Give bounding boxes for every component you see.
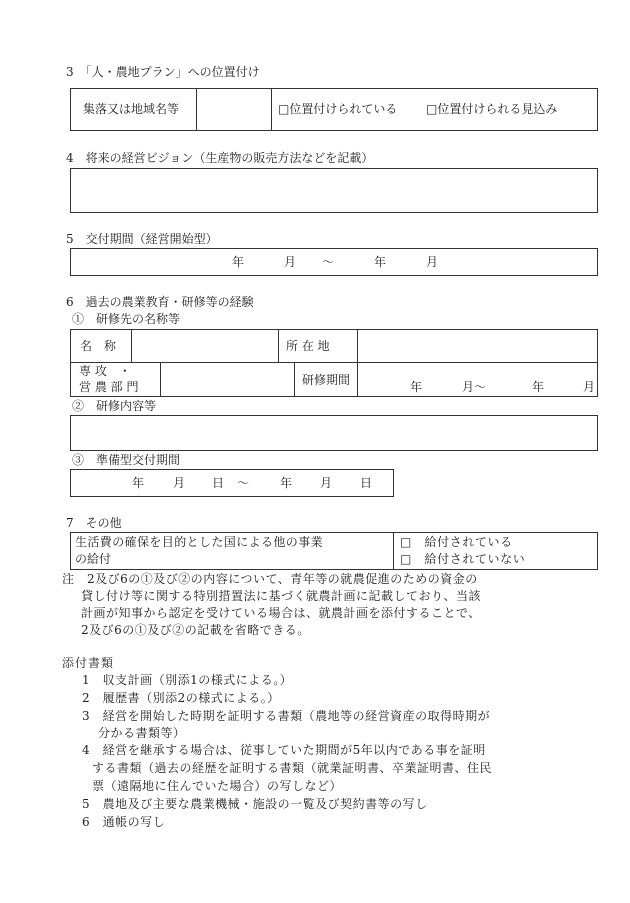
section-6-heading: 6 過去の農業教育・研修等の経験 [66,295,254,309]
table-divider [393,532,394,570]
attachment-item-continued: 分かる書類等） [98,726,186,740]
training-content-subheading: ② 研修内容等 [72,399,157,413]
business-vision-field[interactable] [70,168,598,213]
training-name-field[interactable] [136,333,274,359]
other-benefit-label-line2: の給付 [75,552,112,566]
prep-period-subheading: ③ 準備型交付期間 [72,453,181,467]
major-field[interactable] [165,366,290,394]
prep-period-field[interactable] [70,469,394,497]
other-benefit-label-line1: 生活費の確保を目的とした国による他の事業 [75,535,324,549]
attachment-item: 4 経営を継承する場合は、従事していた期間が5年以内である事を証明 [82,743,486,757]
training-name-label: 名 称 [80,339,117,353]
period-month-start: 月 [284,255,297,269]
training-month-end: 月 [583,380,596,394]
major-label-line2: 営 農 部 門 [79,380,139,394]
positioned-checkbox[interactable]: □位置付けられている [278,102,398,116]
attachments-heading: 添付書類 [62,656,115,670]
note-line-1: 注 2及び6の①及び②の内容について、青年等の就農促進のための資金の [62,572,478,586]
community-name-field[interactable] [202,92,266,126]
community-name-label: 集落又は地域名等 [83,102,180,116]
period-month-end: 月 [426,255,439,269]
attachment-item: 6 通帳の写し [82,815,166,829]
section-7-heading: 7 その他 [66,516,122,530]
prep-year-start: 年 [132,476,145,490]
prep-month-start: 月 [173,476,186,490]
prep-month-end: 月 [320,476,333,490]
period-year-end: 年 [374,255,387,269]
note-line-4: 2及び6の①及び②の記載を省略できる。 [81,623,310,637]
prep-day-start: 日 [212,476,225,490]
table-divider [70,362,598,363]
table-divider [278,329,279,362]
section-3-heading: 3 「人・農地プラン」への位置付け [66,65,260,79]
table-divider [160,362,161,397]
location-field[interactable] [362,333,592,359]
expected-positioned-checkbox[interactable]: □位置付けられる見込み [426,102,558,116]
note-line-2: 貸し付け等に関する特別措置法に基づく就農計画に記載しており、当該 [81,589,482,603]
section-4-heading: 4 将来の経営ビジョン（生産物の販売方法などを記載） [66,151,374,165]
attachment-item: 3 経営を開始した時期を証明する書類（農地等の経営資産の取得時期が [82,709,491,723]
benefit-received-checkbox[interactable]: □ 給付されている [400,535,513,549]
prep-year-end: 年 [280,476,293,490]
table-divider [357,329,358,397]
table-divider [294,362,295,397]
attachment-item: 5 農地及び主要な農業機械・施設の一覧及び契約書等の写し [82,797,428,811]
training-month-start: 月～ [462,380,487,394]
training-year-start: 年 [410,380,423,394]
table-divider [131,329,132,362]
location-label: 所 在 地 [286,339,330,353]
note-line-3: 計画が知事から認定を受けている場合は、就農計画を添付することで、 [81,606,481,620]
attachment-item: 1 収支計画（別添1の様式による。） [82,673,293,687]
section-5-heading: 5 交付期間（経営開始型） [66,232,218,246]
period-year-start: 年 [232,255,245,269]
attachment-item: 2 履歴書（別添2の様式による。） [82,691,280,705]
table-divider [196,88,197,131]
training-name-subheading: ① 研修先の名称等 [72,312,181,326]
prep-day-end: 日 [360,476,373,490]
period-tilde: ～ [322,255,335,269]
training-period-label: 研修期間 [302,373,351,387]
major-label-line1: 専 攻 ・ [79,364,131,378]
prep-tilde: ～ [237,476,250,490]
training-content-field[interactable] [70,415,598,451]
training-year-end: 年 [532,380,545,394]
benefit-not-received-checkbox[interactable]: □ 給付されていない [400,552,526,566]
attachment-item-continued: 票（遠隔地に住んでいた場合）の写しなど） [92,779,343,793]
table-divider [271,88,272,131]
attachment-item-continued: する書類（過去の経歴を証明する書類（就業証明書、卒業証明書、住民 [92,761,493,775]
